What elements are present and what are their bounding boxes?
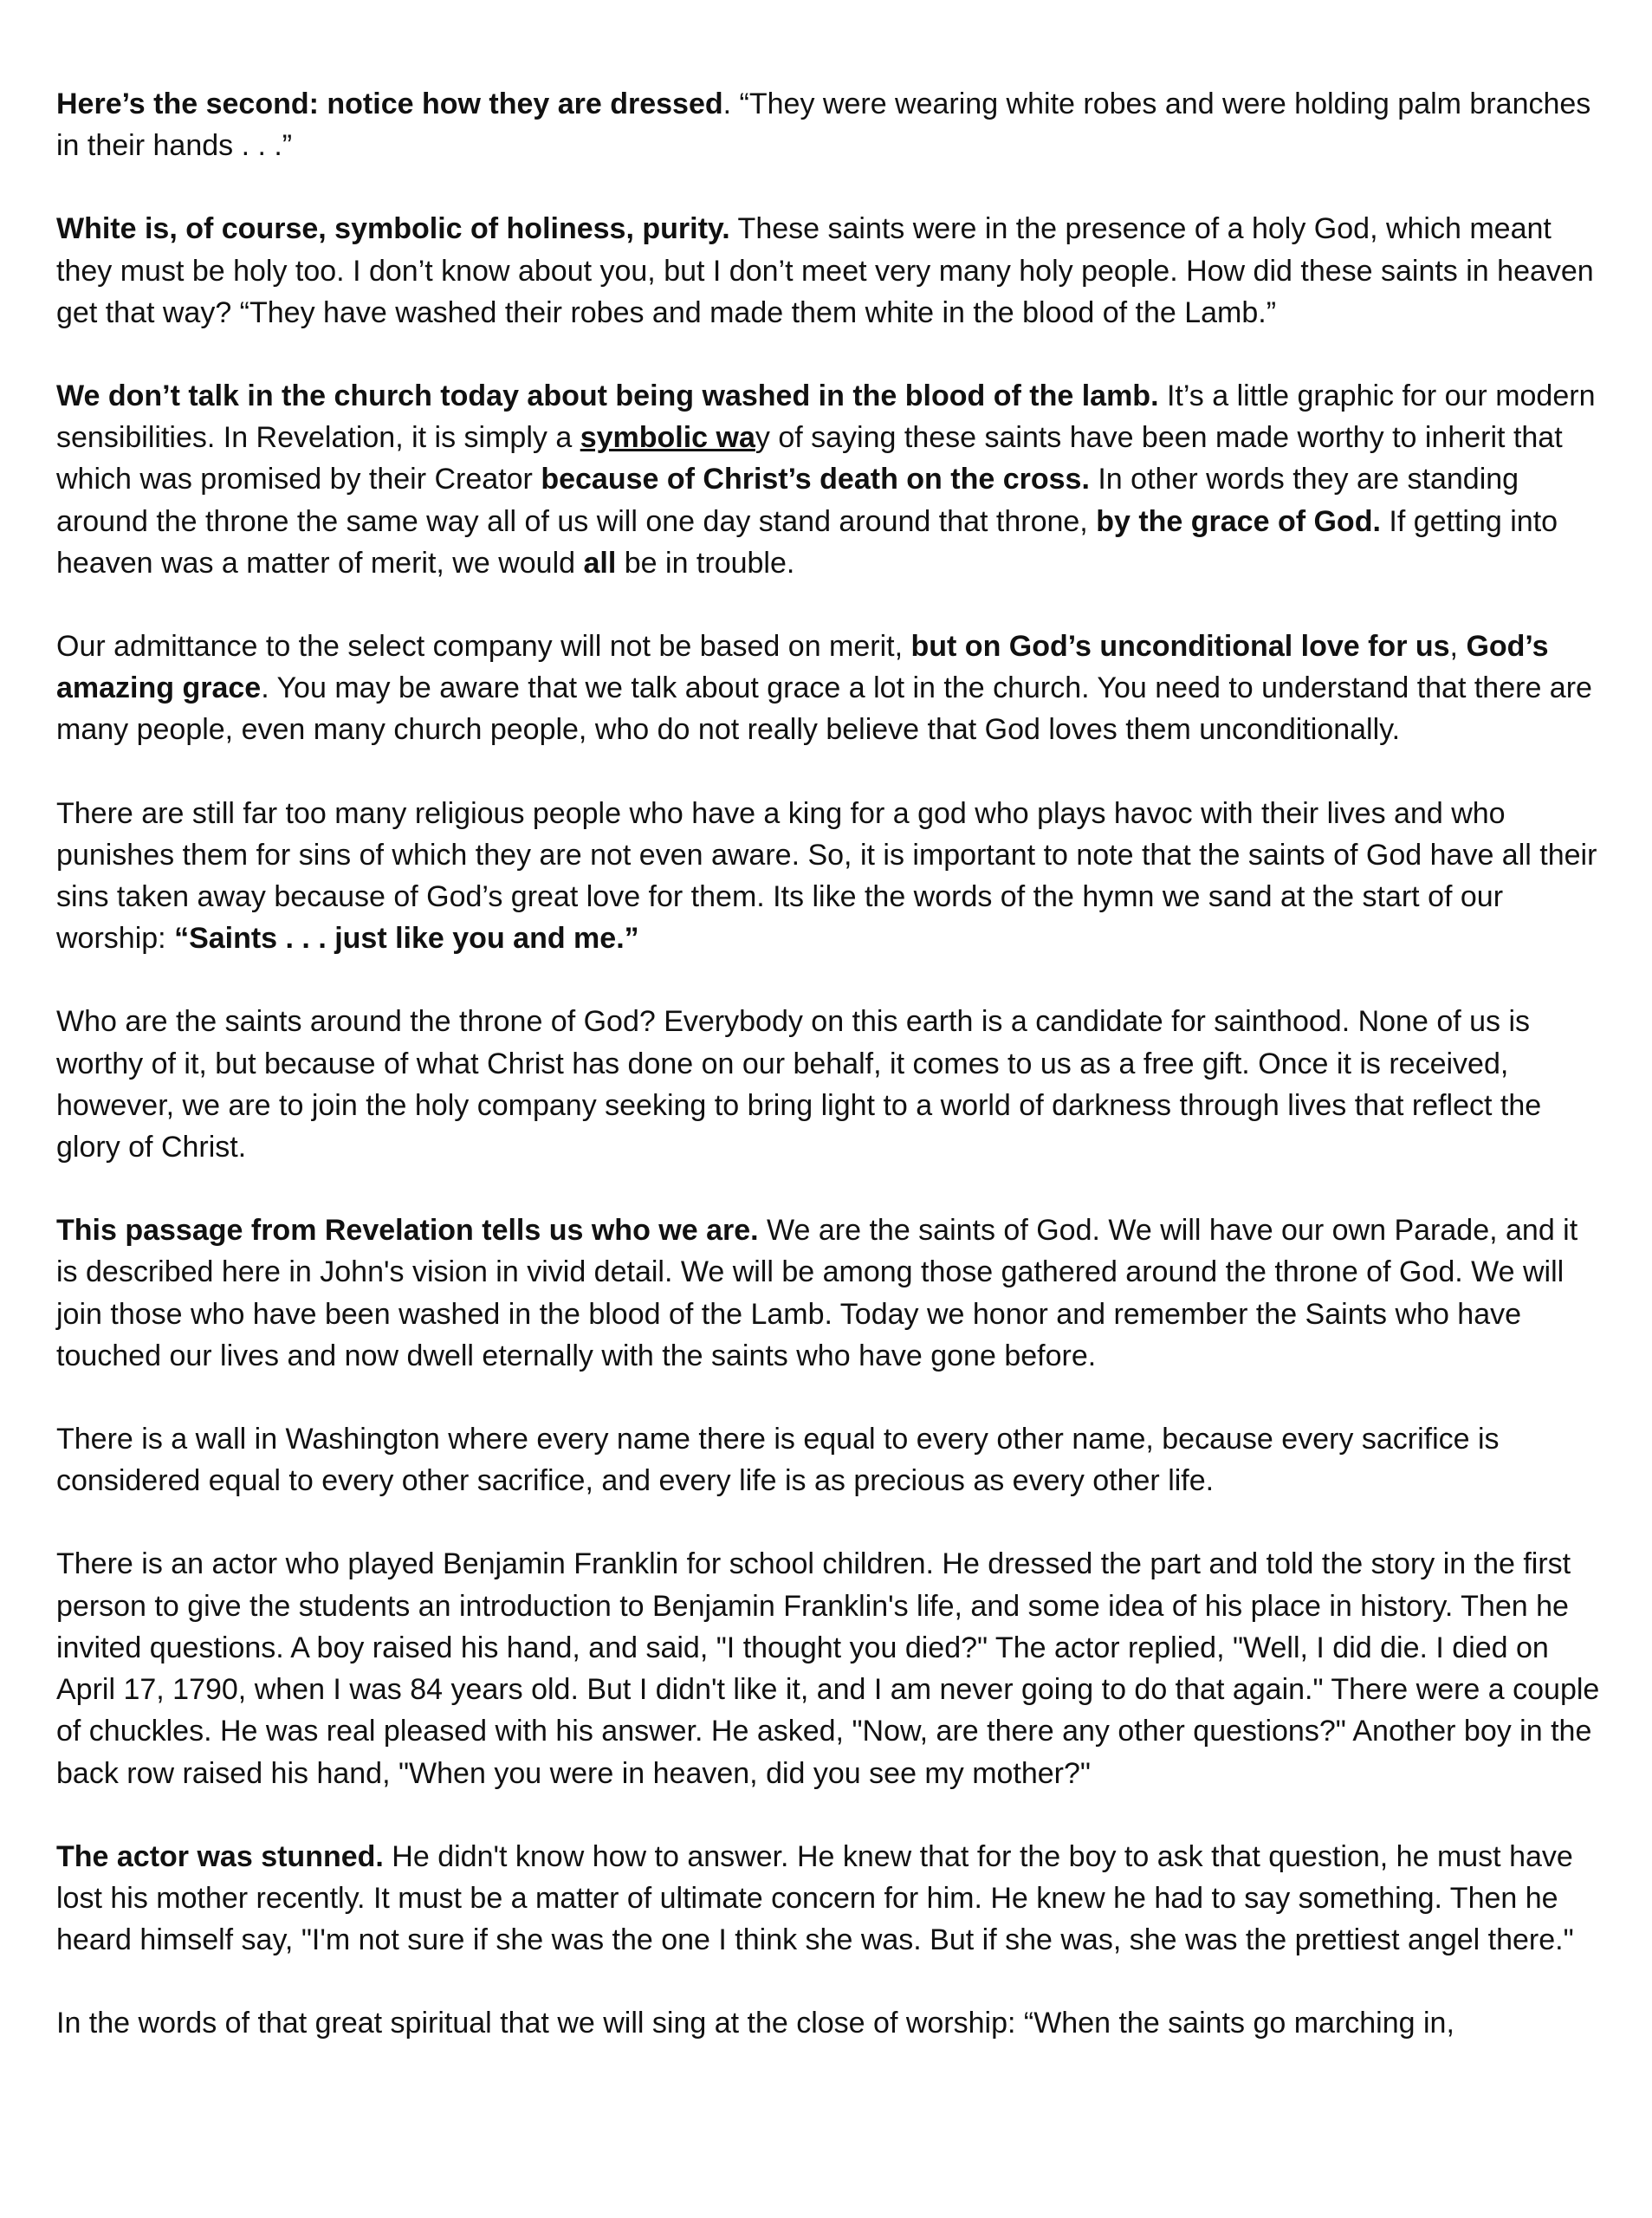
paragraph-dress xyxy=(56,83,1607,166)
body-text: These saints were in the presence of a holy God, which meant they must be holy too. I don’t know about you, but I don’t meet very many holy people. How did these saints in heaven get that way? “They have washed their robes and made them white in the blood of the Lamb.” xyxy=(56,212,1594,329)
body-text: In other words they are standing around the throne the same way all of us will one day stand around that throne, xyxy=(56,463,1519,538)
bold-text: The actor was stunned. xyxy=(56,1839,384,1873)
bold-text: This passage from Revelation tells us who we are. xyxy=(56,1214,759,1248)
paragraph-actor-stunned xyxy=(56,1836,1607,1962)
body-text: There are still far too many religious people who have a king for a god who plays havoc with their lives and who punishes them for sins of which they are not even aware. So, it is important to note that the saints of God have all their sins taken away because of God’s great love for them. Its like the words of the hymn we sand at the start of our worship: xyxy=(56,796,1597,956)
paragraph-washington-wall xyxy=(56,1418,1607,1501)
paragraph-blood-of-lamb xyxy=(56,375,1607,584)
paragraph-closing-spiritual xyxy=(56,2002,1607,2044)
bold-text: White is, of course, symbolic of holiness, purity. xyxy=(56,212,730,246)
paragraph-admittance xyxy=(56,626,1607,751)
body-text: Who are the saints around the throne of God? Everybody on this earth is a candidate for sainthood. None of us is worthy of it, but because of what Christ has done on our behalf, it comes to us as a free gift. Once it is received, however, we are to join the holy company seeking to bring light to a world of darkness through lives that reflect the glory of Christ. xyxy=(56,1005,1542,1164)
document-page xyxy=(56,83,1607,2045)
paragraph-who-are-saints xyxy=(56,1001,1607,1168)
body-text: If getting into heaven was a matter of merit, we would xyxy=(56,504,1558,580)
bold-text: “Saints . . . just like you and me.” xyxy=(174,922,639,956)
body-text: y of saying these saints have been made worthy to inherit that which was promised by their Creator xyxy=(56,421,1563,496)
bold-text: We don’t talk in the church today about being washed in the blood of the lamb. xyxy=(56,379,1159,413)
body-text: We are the saints of God. We will have our own Parade, and it is described here in John's vision in vivid detail. We will be among those gathered around the throne of God. We will join those who have been washed in the blood of the Lamb. Today we honor and remember the Saints who have touched our lives and now dwell eternally with the saints who have gone before. xyxy=(56,1214,1578,1372)
body-text: There is an actor who played Benjamin Franklin for school children. He dressed the part and told the story in the first person to give the students an introduction to Benjamin Franklin's life, and some idea of his place in history. Then he invited questions. A boy raised his hand, and said, "I thought you died?" The actor replied, "Well, I did die. I died on April 17, 1790, when I was 84 years old. But I didn't like it, and I am never going to do that again." There were a couple of chuckles. He was real pleased with his answer. He asked, "Now, are there any other questions?" Another boy in the back row raised his hand, "When you were in heaven, did you see my mother?" xyxy=(56,1547,1600,1790)
body-text: In the words of that great spiritual that we will sing at the close of worship: “When the saints go marching in, xyxy=(56,2007,1454,2040)
bold-text: but on God’s unconditional love for us xyxy=(910,630,1450,664)
bold-text: by the grace of God. xyxy=(1096,504,1381,538)
bold-text: Here’s the second: notice how they are dressed xyxy=(56,88,723,120)
paragraph-revelation xyxy=(56,1210,1607,1377)
body-text: Our admittance to the select company will not be based on merit, xyxy=(56,630,911,664)
body-text: There is a wall in Washington where every name there is equal to every other name, because every sacrifice is considered equal to every other sacrifice, and every life is as precious as every other life. xyxy=(56,1423,1500,1498)
bold-text: God’s amazing grace xyxy=(56,630,1549,705)
bold-text: all xyxy=(583,546,617,580)
paragraph-religious-people xyxy=(56,793,1607,960)
paragraph-benjamin-franklin xyxy=(56,1543,1607,1793)
paragraph-white-robes xyxy=(56,208,1607,334)
body-text: It’s a little graphic for our modern sensibilities. In Revelation, it is simply a xyxy=(56,379,1596,455)
body-text: He didn't know how to answer. He knew that for the boy to ask that question, he must have lost his mother recently. It must be a matter of ultimate concern for him. He knew he had to say something. Then he heard himself say, "I'm not sure if she was the one I think she was. But if she was, she was the prettiest angel there." xyxy=(56,1839,1574,1957)
body-text: be in trouble. xyxy=(616,546,795,580)
body-text: . “They were wearing white robes and were holding palm branches in their hands . . .” xyxy=(56,88,1591,163)
bold-text: because of Christ’s death on the cross. xyxy=(541,463,1090,496)
body-text: , xyxy=(1449,630,1467,664)
bold-underlined-text: symbolic wa xyxy=(580,421,755,455)
body-text: . You may be aware that we talk about grace a lot in the church. You need to understand that there are many people, even many church people, who do not really believe that God loves them unconditionally. xyxy=(56,671,1592,747)
